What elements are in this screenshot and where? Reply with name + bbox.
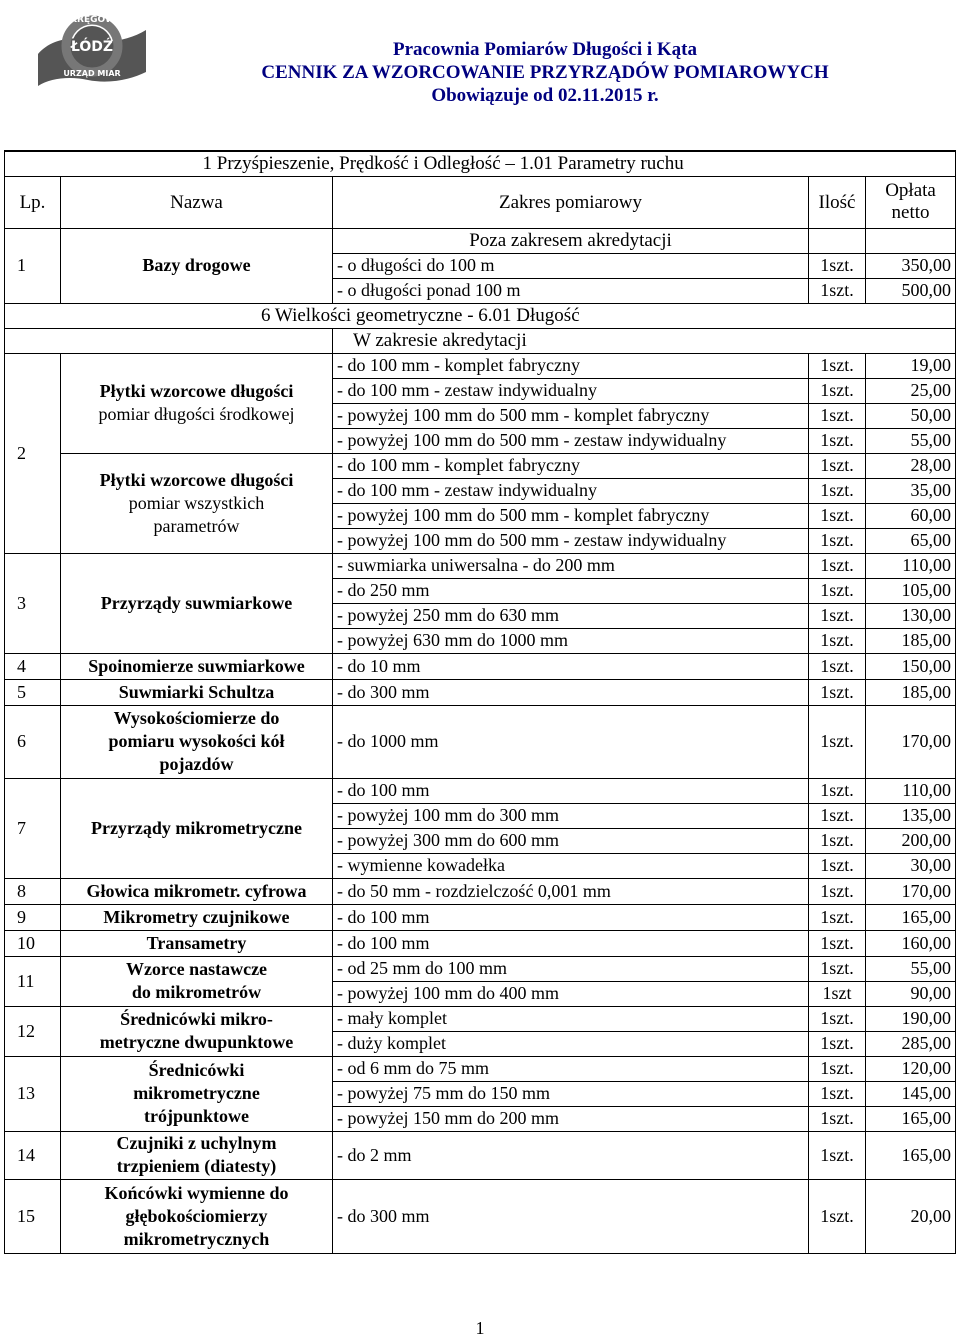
table-row xyxy=(5,1131,956,1179)
logo-center-text: ŁÓDŹ xyxy=(70,39,114,55)
row-15-name: Końcówki wymienne do głębokościomierzy mikrometrycznych xyxy=(61,1179,333,1253)
range: - do 10 mm xyxy=(333,653,809,679)
range: - do 100 mm - komplet fabryczny xyxy=(333,453,809,478)
fee: 170,00 xyxy=(866,878,956,904)
row-15-lp: 15 xyxy=(5,1179,61,1253)
fee: 165,00 xyxy=(866,1106,956,1131)
row-7-lp: 7 xyxy=(5,778,61,878)
fee: 145,00 xyxy=(866,1081,956,1106)
row-11-lp: 11 xyxy=(5,956,61,1006)
range: - wymienne kowadełka xyxy=(333,853,809,878)
range: - powyżej 75 mm do 150 mm xyxy=(333,1081,809,1106)
row-6-lp: 6 xyxy=(5,705,61,778)
range: - o długości do 100 m xyxy=(333,253,809,278)
accreditation-row xyxy=(5,228,956,253)
table-row xyxy=(5,1179,956,1253)
qty: 1szt. xyxy=(809,503,866,528)
qty: 1szt. xyxy=(809,705,866,778)
row-10-lp: 10 xyxy=(5,930,61,956)
row-12-lp: 12 xyxy=(5,1006,61,1056)
row-9-name: Mikrometry czujnikowe xyxy=(61,904,333,930)
row-13-name: Średnicówki mikrometryczne trójpunktowe xyxy=(61,1056,333,1131)
range: - do 250 mm xyxy=(333,578,809,603)
table-row xyxy=(5,353,956,378)
qty: 1szt. xyxy=(809,1056,866,1081)
range: - powyżej 250 mm do 630 mm xyxy=(333,603,809,628)
qty: 1szt. xyxy=(809,1179,866,1253)
qty: 1szt. xyxy=(809,904,866,930)
range: - o długości ponad 100 m xyxy=(333,278,809,303)
range: - do 300 mm xyxy=(333,1179,809,1253)
range: - do 50 mm - rozdzielczość 0,001 mm xyxy=(333,878,809,904)
range: - mały komplet xyxy=(333,1006,809,1031)
row-10-name: Transametry xyxy=(61,930,333,956)
fee: 55,00 xyxy=(866,428,956,453)
section-title-row xyxy=(5,303,956,328)
fee: 105,00 xyxy=(866,578,956,603)
document-header xyxy=(150,38,940,107)
qty: 1szt. xyxy=(809,653,866,679)
qty: 1szt. xyxy=(809,1031,866,1056)
range: - powyżej 100 mm do 500 mm - zestaw indywidualny xyxy=(333,428,809,453)
qty: 1szt. xyxy=(809,553,866,578)
table-row xyxy=(5,1056,956,1081)
table-row xyxy=(5,679,956,705)
range: - od 6 mm do 75 mm xyxy=(333,1056,809,1081)
qty: 1szt. xyxy=(809,828,866,853)
row-13-lp: 13 xyxy=(5,1056,61,1131)
fee: 350,00 xyxy=(866,253,956,278)
table-row xyxy=(5,956,956,981)
row-9-lp: 9 xyxy=(5,904,61,930)
qty: 1szt. xyxy=(809,478,866,503)
table-row xyxy=(5,930,956,956)
qty: 1szt. xyxy=(809,1106,866,1131)
row-1-lp: 1 xyxy=(5,228,61,303)
fee: 110,00 xyxy=(866,553,956,578)
range: - powyżej 300 mm do 600 mm xyxy=(333,828,809,853)
section-title-row xyxy=(5,151,956,176)
fee: 55,00 xyxy=(866,956,956,981)
header-lab-name: Pracownia Pomiarów Długości i Kąta xyxy=(393,39,697,60)
row-2-lp: 2 xyxy=(5,353,61,553)
page-number: 1 xyxy=(475,1318,485,1338)
range: - powyżej 100 mm do 500 mm - zestaw indywidualny xyxy=(333,528,809,553)
col-qty-header: Ilość xyxy=(809,176,866,228)
fee: 160,00 xyxy=(866,930,956,956)
qty: 1szt. xyxy=(809,603,866,628)
qty: 1szt. xyxy=(809,1006,866,1031)
logo-bottom-text: URZĄD MIAR xyxy=(63,69,121,78)
fee: 170,00 xyxy=(866,705,956,778)
qty: 1szt. xyxy=(809,778,866,803)
range: - powyżej 100 mm do 500 mm - komplet fabryczny xyxy=(333,403,809,428)
row-14-name: Czujniki z uchylnym trzpieniem (diatesty) xyxy=(61,1131,333,1179)
range: - do 100 mm - zestaw indywidualny xyxy=(333,378,809,403)
qty: 1szt. xyxy=(809,679,866,705)
fee: 200,00 xyxy=(866,828,956,853)
fee: 190,00 xyxy=(866,1006,956,1031)
header-valid-from: Obowiązuje od 02.11.2015 r. xyxy=(431,85,659,106)
fee: 165,00 xyxy=(866,1131,956,1179)
fee: 150,00 xyxy=(866,653,956,679)
col-lp-header: Lp. xyxy=(5,176,61,228)
row-4-lp: 4 xyxy=(5,653,61,679)
accreditation-row xyxy=(5,328,956,353)
qty: 1szt. xyxy=(809,578,866,603)
qty: 1szt. xyxy=(809,353,866,378)
fee: 185,00 xyxy=(866,628,956,653)
fee: 185,00 xyxy=(866,679,956,705)
range: - powyżej 100 mm do 300 mm xyxy=(333,803,809,828)
qty: 1szt. xyxy=(809,930,866,956)
table-row xyxy=(5,705,956,778)
range: - powyżej 630 mm do 1000 mm xyxy=(333,628,809,653)
fee: 25,00 xyxy=(866,378,956,403)
section-1-title: 1 Przyśpieszenie, Prędkość i Odległość – 1.01 Parametry ruchu xyxy=(61,151,956,176)
range: - suwmiarka uniwersalna - do 200 mm xyxy=(333,553,809,578)
header-title: CENNIK ZA WZORCOWANIE PRZYRZĄDÓW POMIAROWYCH xyxy=(261,62,829,83)
fee: 110,00 xyxy=(866,778,956,803)
qty: 1szt. xyxy=(809,878,866,904)
row-2-name-b: Płytki wzorcowe długości pomiar wszystkich parametrów xyxy=(61,453,333,553)
range: - duży komplet xyxy=(333,1031,809,1056)
row-8-name: Głowica mikrometr. cyfrowa xyxy=(61,878,333,904)
qty: 1szt. xyxy=(809,1131,866,1179)
fee: 20,00 xyxy=(866,1179,956,1253)
range: - do 2 mm xyxy=(333,1131,809,1179)
range: - powyżej 100 mm do 500 mm - komplet fabryczny xyxy=(333,503,809,528)
fee: 500,00 xyxy=(866,278,956,303)
table-row xyxy=(5,553,956,578)
fee: 90,00 xyxy=(866,981,956,1006)
col-range-header: Zakres pomiarowy xyxy=(333,176,809,228)
price-table xyxy=(4,150,956,1254)
qty: 1szt. xyxy=(809,453,866,478)
fee: 120,00 xyxy=(866,1056,956,1081)
row-12-name: Średnicówki mikro-metryczne dwupunktowe xyxy=(61,1006,333,1056)
range: - powyżej 100 mm do 400 mm xyxy=(333,981,809,1006)
row-11-name: Wzorce nastawcze do mikrometrów xyxy=(61,956,333,1006)
row-5-lp: 5 xyxy=(5,679,61,705)
table-row xyxy=(5,904,956,930)
range: - do 100 mm xyxy=(333,778,809,803)
okregowy-urzad-miar-logo xyxy=(30,10,150,88)
fee: 60,00 xyxy=(866,503,956,528)
fee: 135,00 xyxy=(866,803,956,828)
range: - do 300 mm xyxy=(333,679,809,705)
range: - do 1000 mm xyxy=(333,705,809,778)
fee: 65,00 xyxy=(866,528,956,553)
logo-top-text: OKRĘGOWY xyxy=(62,15,122,25)
qty: 1szt. xyxy=(809,403,866,428)
fee: 30,00 xyxy=(866,853,956,878)
accreditation-outside: Poza zakresem akredytacji xyxy=(333,228,809,253)
header-row xyxy=(5,176,956,228)
range: - do 100 mm - zestaw indywidualny xyxy=(333,478,809,503)
fee: 285,00 xyxy=(866,1031,956,1056)
fee: 28,00 xyxy=(866,453,956,478)
row-4-name: Spoinomierze suwmiarkowe xyxy=(61,653,333,679)
qty: 1szt. xyxy=(809,853,866,878)
row-14-lp: 14 xyxy=(5,1131,61,1179)
fee: 165,00 xyxy=(866,904,956,930)
row-3-lp: 3 xyxy=(5,553,61,653)
qty: 1szt. xyxy=(809,1081,866,1106)
range: - do 100 mm xyxy=(333,930,809,956)
qty: 1szt xyxy=(809,981,866,1006)
table-row xyxy=(5,778,956,803)
table-row xyxy=(5,453,956,478)
range: - do 100 mm xyxy=(333,904,809,930)
row-5-name: Suwmiarki Schultza xyxy=(61,679,333,705)
table-row xyxy=(5,1006,956,1031)
fee: 19,00 xyxy=(866,353,956,378)
qty: 1szt. xyxy=(809,956,866,981)
range: - od 25 mm do 100 mm xyxy=(333,956,809,981)
table-row xyxy=(5,653,956,679)
fee: 50,00 xyxy=(866,403,956,428)
qty: 1szt. xyxy=(809,253,866,278)
qty: 1szt. xyxy=(809,528,866,553)
range: - powyżej 150 mm do 200 mm xyxy=(333,1106,809,1131)
section-6-title: 6 Wielkości geometryczne - 6.01 Długość xyxy=(5,303,956,328)
qty: 1szt. xyxy=(809,628,866,653)
fee: 35,00 xyxy=(866,478,956,503)
qty: 1szt. xyxy=(809,428,866,453)
row-2-name-a: Płytki wzorcowe długości pomiar długości środkowej xyxy=(61,353,333,453)
qty: 1szt. xyxy=(809,378,866,403)
col-fee-header: Opłata netto xyxy=(866,176,956,228)
row-3-name: Przyrządy suwmiarkowe xyxy=(61,553,333,653)
row-8-lp: 8 xyxy=(5,878,61,904)
range: - do 100 mm - komplet fabryczny xyxy=(333,353,809,378)
table-row xyxy=(5,878,956,904)
row-1-name: Bazy drogowe xyxy=(61,228,333,303)
col-name-header: Nazwa xyxy=(61,176,333,228)
qty: 1szt. xyxy=(809,278,866,303)
row-6-name: Wysokościomierze do pomiaru wysokości kół pojazdów xyxy=(61,705,333,778)
accreditation-inside: W zakresie akredytacji xyxy=(333,328,956,353)
row-7-name: Przyrządy mikrometryczne xyxy=(61,778,333,878)
price-list-sheet xyxy=(4,150,955,1254)
fee: 130,00 xyxy=(866,603,956,628)
qty: 1szt. xyxy=(809,803,866,828)
